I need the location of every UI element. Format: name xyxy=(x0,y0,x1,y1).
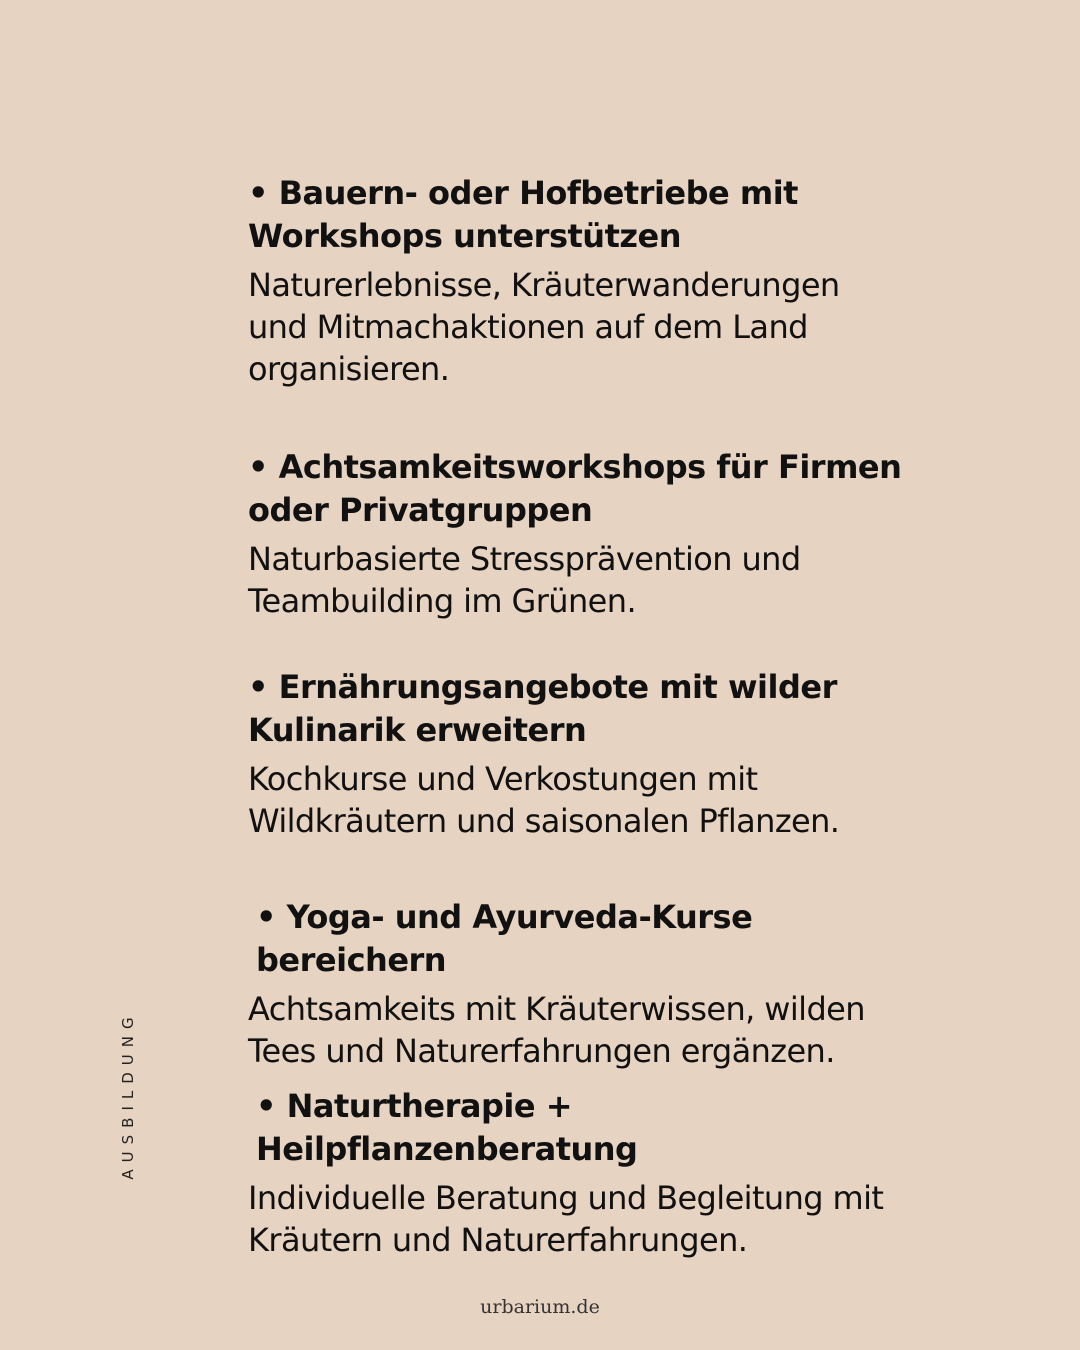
item-title: • Ernährungsangebote mit wilder Kulinarik erweitern xyxy=(248,668,837,749)
item-description: Naturbasierte Stressprävention und Teambuilding im Grünen. xyxy=(248,540,801,620)
item-title: • Bauern- oder Hofbetriebe mit Workshops unterstützen xyxy=(248,174,798,255)
item-description: Naturerlebnisse, Kräuterwanderungen und Mitmachaktionen auf dem Land organisieren. xyxy=(248,266,840,388)
side-label: AUSBILDUNG xyxy=(119,1010,137,1180)
list-item xyxy=(248,172,840,390)
list-item xyxy=(248,666,839,842)
list-item xyxy=(248,1085,948,1261)
item-description: Kochkurse und Verkostungen mit Wildkräutern und saisonalen Pflanzen. xyxy=(248,760,840,840)
list-item xyxy=(248,446,901,622)
item-title: • Yoga- und Ayurveda-Kurse bereichern xyxy=(256,898,753,979)
item-description: Individuelle Beratung und Begleitung mit Kräutern und Naturerfahrungen. xyxy=(248,1179,884,1259)
item-description: Achtsamkeits mit Kräuterwissen, wilden Tees und Naturerfahrungen ergänzen. xyxy=(248,990,865,1070)
list-item xyxy=(248,896,948,1072)
footer-domain: urbarium.de xyxy=(480,1296,600,1318)
item-title: • Naturtherapie + Heilpflanzenberatung xyxy=(256,1087,638,1168)
item-title: • Achtsamkeitsworkshops für Firmen oder Privatgruppen xyxy=(248,448,902,529)
